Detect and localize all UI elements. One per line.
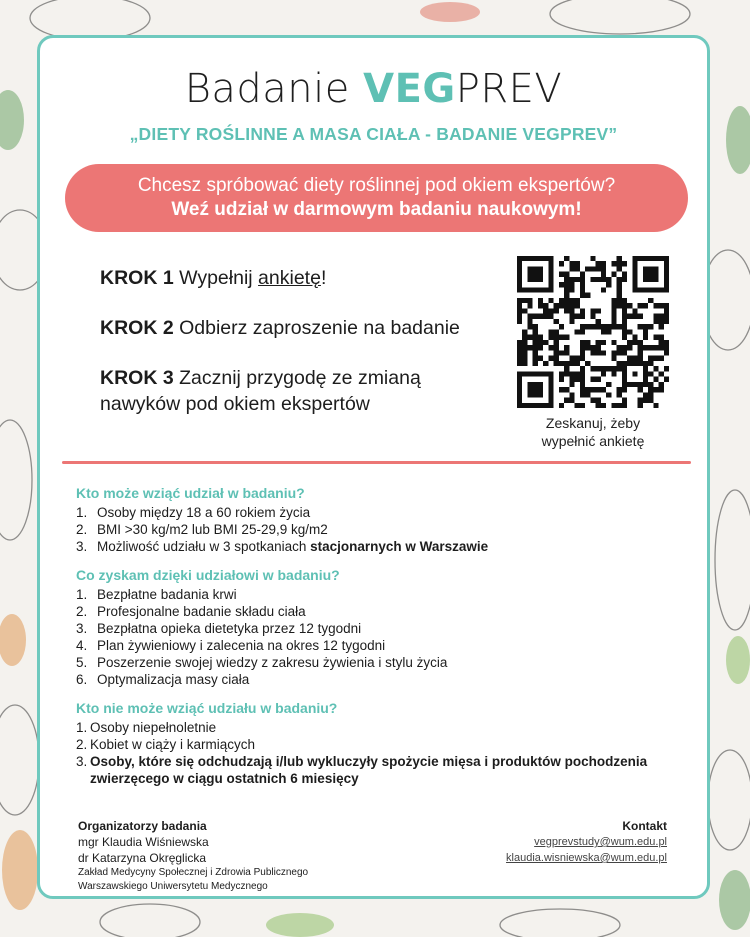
step-1-text-after: ! <box>320 267 327 289</box>
survey-link[interactable]: ankietę <box>258 267 321 289</box>
list-text: Kobiet w ciąży i karmiących <box>90 737 256 752</box>
list-text: Bezpłatne badania krwi <box>97 587 237 602</box>
list-item <box>76 538 676 555</box>
qr-caption <box>510 414 676 450</box>
list-number: 1. <box>76 587 88 602</box>
list-text: Bezpłatna opieka dietetyka przez 12 tygodni <box>97 621 362 636</box>
list-text: Profesjonalne badanie składu ciała <box>97 604 306 619</box>
benefits-list <box>76 586 676 688</box>
banner-line1: Chcesz spróbować diety roślinnej pod okiem ekspertów? <box>137 175 616 196</box>
step-1-label: KROK 1 <box>100 267 174 289</box>
organizer-university: Warszawskiego Uniwersytetu Medycznego <box>78 881 268 892</box>
steps-list <box>100 265 500 441</box>
list-number: 2. <box>76 604 88 619</box>
list-number: 6. <box>76 672 88 687</box>
step-3-text: Zacznij przygodę ze zmianą nawyków pod okiem ekspertów <box>100 367 421 415</box>
list-item <box>76 620 676 637</box>
organizer-name: dr Katarzyna Okręglicka <box>78 851 207 865</box>
list-text: Plan żywieniowy i zalecenia na okres 12 tygodni <box>97 638 386 653</box>
list-number: 2. <box>76 737 88 752</box>
title-prefix: Badanie <box>184 66 364 112</box>
flyer-card <box>37 35 710 899</box>
page-title <box>40 66 707 112</box>
qr-code-icon[interactable] <box>517 256 669 408</box>
eligibility-list <box>76 504 676 555</box>
list-number: 4. <box>76 638 88 653</box>
title-veg: VEG <box>363 66 456 112</box>
contact-block <box>506 818 667 866</box>
list-item <box>76 671 676 688</box>
exclusion-heading: Kto nie może wziąć udziału w badaniu? <box>76 700 338 716</box>
eligibility-heading: Kto może wziąć udział w badaniu? <box>76 485 305 501</box>
list-item <box>76 504 676 521</box>
list-text: BMI >30 kg/m2 lub BMI 25-29,9 kg/m2 <box>97 522 328 537</box>
study-subtitle: „DIETY ROŚLINNE A MASA CIAŁA - BADANIE VEGPREV” <box>129 124 618 144</box>
list-item <box>76 586 676 603</box>
list-item <box>76 654 676 671</box>
list-number: 2. <box>76 522 88 537</box>
list-text: Możliwość udziału w 3 spotkaniach <box>97 539 311 554</box>
organizer-name: mgr Klaudia Wiśniewska <box>78 835 209 849</box>
list-number: 5. <box>76 655 88 670</box>
benefits-heading: Co zyskam dzięki udziałowi w badaniu? <box>76 567 340 583</box>
organizers-heading: Organizatorzy badania <box>78 819 207 833</box>
list-text: Osoby między 18 a 60 rokiem życia <box>97 505 311 520</box>
exclusion-list <box>76 719 676 787</box>
organizer-department: Zakład Medycyny Społecznej i Zdrowia Publicznego <box>78 867 309 878</box>
eligibility-section <box>76 485 676 555</box>
list-item <box>76 521 676 538</box>
list-text: Optymalizacja masy ciała <box>97 672 250 687</box>
list-item <box>76 637 676 654</box>
contact-heading: Kontakt <box>622 819 667 833</box>
step-2-label: KROK 2 <box>100 317 174 339</box>
step-2-text: Odbierz zaproszenie na badanie <box>173 317 460 339</box>
title-suffix: PREV <box>455 66 563 112</box>
list-number: 3. <box>76 539 88 554</box>
list-text-bold: stacjonarnych w Warszawie <box>310 539 489 554</box>
step-1 <box>100 265 500 291</box>
invitation-banner <box>65 164 688 232</box>
contact-email-link[interactable]: vegprevstudy@wum.edu.pl <box>534 836 667 848</box>
section-divider <box>62 461 691 464</box>
list-item <box>76 736 676 753</box>
list-item <box>76 719 676 736</box>
list-number: 1. <box>76 505 88 520</box>
exclusion-section <box>76 700 676 787</box>
list-number: 1. <box>76 720 88 735</box>
qr-caption-line2: wypełnić ankietę <box>541 433 645 449</box>
list-item <box>76 753 676 787</box>
list-text-bold: Osoby, które się odchudzają i/lub wykluczyły spożycie mięsa i produktów pochodzenia zwierzęcego w ciągu ostatnich 6 miesięcy <box>90 754 648 786</box>
list-text: Poszerzenie swojej wiedzy z zakresu żywienia i stylu życia <box>97 655 448 670</box>
list-number: 3. <box>76 621 88 636</box>
benefits-section <box>76 567 676 688</box>
step-2 <box>100 315 500 341</box>
list-text: Osoby niepełnoletnie <box>90 720 217 735</box>
list-item <box>76 603 676 620</box>
contact-email-link[interactable]: klaudia.wisniewska@wum.edu.pl <box>506 852 667 864</box>
step-3 <box>100 365 500 417</box>
step-3-label: KROK 3 <box>100 367 174 389</box>
list-number: 3. <box>76 754 88 769</box>
qr-caption-line1: Zeskanuj, żeby <box>545 415 641 431</box>
banner-line2: Weź udział w darmowym badaniu naukowym! <box>171 199 582 220</box>
step-1-text-before: Wypełnij <box>173 267 259 289</box>
organizers-block <box>78 818 308 894</box>
